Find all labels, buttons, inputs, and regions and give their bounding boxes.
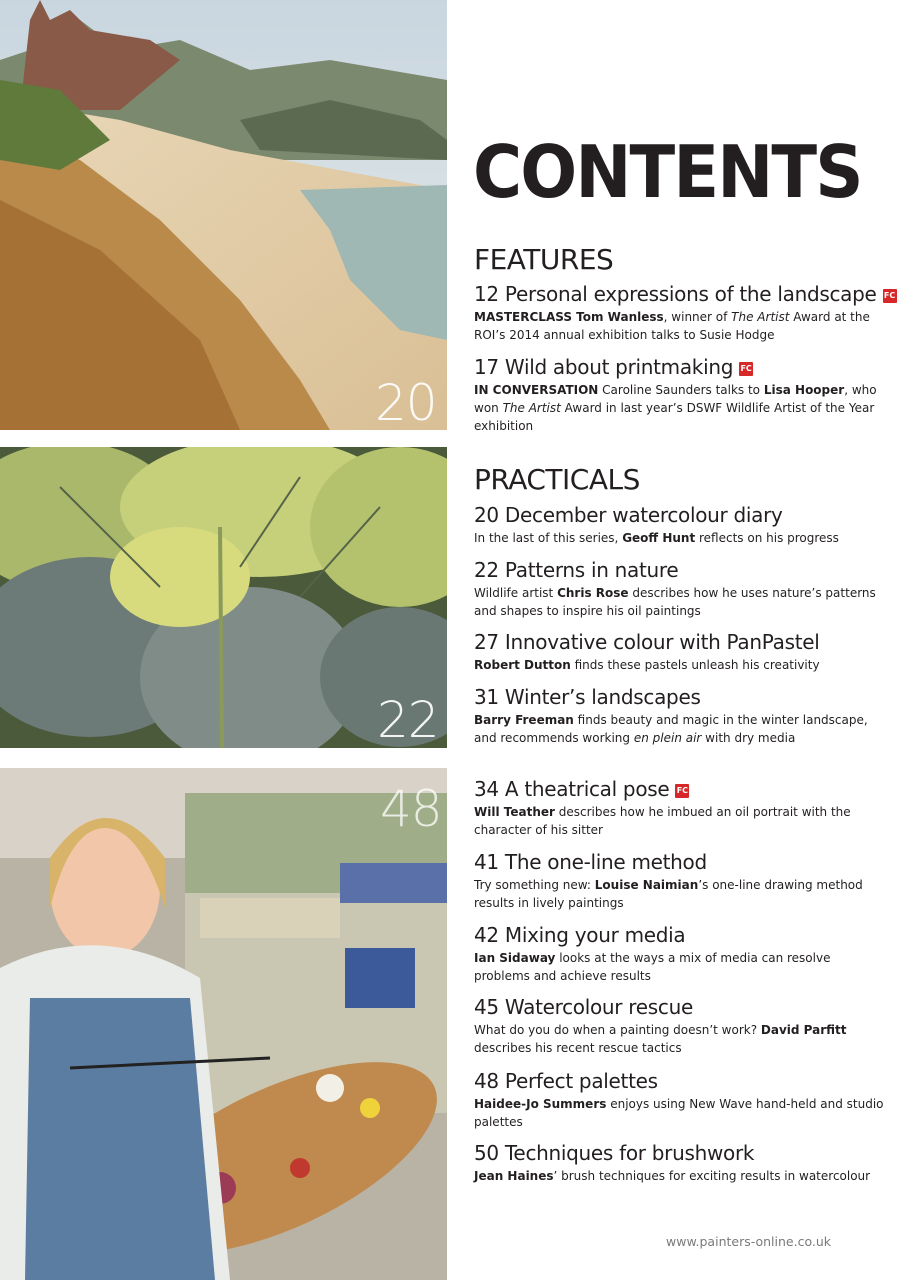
fc-badge-icon: FC: [739, 362, 753, 376]
entry-description: [474, 803, 884, 839]
entry-page-number: 17: [474, 355, 499, 379]
description-text: What do you do when a painting doesn’t work?: [474, 1023, 761, 1037]
description-text: , who won: [474, 383, 877, 415]
entry-heading: [474, 850, 884, 874]
entry-description: [474, 584, 884, 620]
page-number-22: 22: [377, 691, 439, 748]
practical-entry[interactable]: [474, 503, 884, 547]
website-url[interactable]: www.painters-online.co.uk: [666, 1234, 832, 1249]
entry-description: [474, 711, 884, 747]
description-text: enjoys using New Wave hand-held and studio palettes: [474, 1097, 884, 1129]
author-name: Chris Rose: [557, 586, 629, 600]
entry-title: A theatrical pose: [498, 777, 670, 801]
description-text: Award at the ROI’s 2014 annual exhibition talks to Susie Hodge: [474, 310, 870, 342]
page-number-20: 20: [375, 374, 437, 430]
description-text: ’ brush techniques for exciting results in watercolour: [553, 1169, 871, 1183]
fc-badge-icon: FC: [675, 784, 689, 798]
practical-entry[interactable]: [474, 685, 884, 747]
entry-heading: [474, 995, 884, 1019]
entry-title: Perfect palettes: [498, 1069, 658, 1093]
features-heading: FEATURES: [474, 243, 614, 276]
italic-text: The Artist: [731, 310, 790, 324]
entry-heading: [474, 558, 884, 582]
author-name: Barry Freeman: [474, 713, 574, 727]
author-name: MASTERCLASS Tom Wanless: [474, 310, 664, 324]
practicals-heading: PRACTICALS: [474, 463, 640, 496]
entry-heading: [474, 685, 884, 709]
practical-entry[interactable]: [474, 558, 884, 620]
entry-description: [474, 1021, 884, 1057]
author-name: Haidee-Jo Summers: [474, 1097, 607, 1111]
entry-heading: [474, 503, 884, 527]
entry-title: The one-line method: [498, 850, 707, 874]
practical-entry[interactable]: [474, 1069, 884, 1131]
description-text: describes his recent rescue tactics: [474, 1041, 682, 1055]
feature-entry[interactable]: [474, 355, 884, 435]
entry-description: [474, 381, 884, 435]
description-text: with dry media: [701, 731, 796, 745]
entry-page-number: 34: [474, 777, 499, 801]
entry-heading: [474, 1141, 884, 1165]
entry-page-number: 42: [474, 923, 499, 947]
entry-page-number: 27: [474, 630, 499, 654]
description-text: describes how he uses nature’s patterns and shapes to inspire his oil paintings: [474, 586, 876, 618]
entry-title: Winter’s landscapes: [498, 685, 701, 709]
entry-page-number: 50: [474, 1141, 499, 1165]
entry-heading: [474, 282, 896, 306]
practical-entry[interactable]: [474, 850, 884, 912]
practical-entry[interactable]: [474, 1141, 884, 1185]
author-name: Geoff Hunt: [622, 531, 696, 545]
entry-description: [474, 876, 884, 912]
entry-title: Personal expressions of the landscape: [498, 282, 877, 306]
entry-description: [474, 949, 884, 985]
description-text: Award in last year’s DSWF Wildlife Artist of the Year exhibition: [474, 401, 875, 433]
entry-description: [474, 1095, 884, 1131]
description-text: finds these pastels unleash his creativity: [570, 658, 820, 672]
description-text: Caroline Saunders talks to: [598, 383, 764, 397]
practical-entry[interactable]: [474, 995, 884, 1057]
entry-title: December watercolour diary: [498, 503, 783, 527]
fc-badge-icon: FC: [883, 289, 897, 303]
description-text: In the last of this series,: [474, 531, 623, 545]
entry-heading: [474, 630, 884, 654]
entry-description: [474, 529, 884, 547]
author-name: Louise Naimian: [594, 878, 699, 892]
entry-title: Techniques for brushwork: [498, 1141, 755, 1165]
entry-page-number: 22: [474, 558, 499, 582]
practical-entry[interactable]: [474, 630, 884, 674]
entry-heading: [474, 777, 884, 801]
description-text: looks at the ways a mix of media can resolve problems and achieve results: [474, 951, 831, 983]
entry-page-number: 45: [474, 995, 499, 1019]
description-text: ’s one-line drawing method results in lively paintings: [474, 878, 863, 910]
entry-title: Innovative colour with PanPastel: [498, 630, 820, 654]
description-text: Wildlife artist: [474, 586, 558, 600]
practical-entry[interactable]: [474, 923, 884, 985]
author-name: Robert Dutton: [474, 658, 571, 672]
description-text: finds beauty and magic in the winter landscape, and recommends working: [474, 713, 868, 745]
entry-title: Wild about printmaking: [498, 355, 734, 379]
artist-photo-image: [0, 768, 447, 1280]
description-text: describes how he imbued an oil portrait with the character of his sitter: [474, 805, 851, 837]
author-name: David Parfitt: [760, 1023, 847, 1037]
description-text: , winner of: [663, 310, 732, 324]
entry-page-number: 41: [474, 850, 499, 874]
entry-page-number: 20: [474, 503, 499, 527]
entry-description: [474, 1167, 884, 1185]
author-name: IN CONVERSATION: [474, 383, 599, 397]
entry-heading: [474, 355, 884, 379]
entry-title: Patterns in nature: [498, 558, 679, 582]
entry-description: [474, 308, 884, 344]
entry-heading: [474, 1069, 884, 1093]
entry-title: Watercolour rescue: [498, 995, 693, 1019]
leaves-painting-image: [0, 447, 447, 748]
description-text: reflects on his progress: [695, 531, 839, 545]
page-number-48: 48: [380, 780, 442, 838]
entry-description: [474, 656, 884, 674]
entry-page-number: 31: [474, 685, 499, 709]
author-name: Lisa Hooper: [763, 383, 845, 397]
author-name: Ian Sidaway: [474, 951, 556, 965]
entry-title: Mixing your media: [498, 923, 686, 947]
entry-page-number: 12: [474, 282, 499, 306]
description-text: Try something new:: [474, 878, 595, 892]
feature-entry[interactable]: [474, 282, 896, 344]
entry-page-number: 48: [474, 1069, 499, 1093]
italic-text: The Artist: [502, 401, 561, 415]
author-name: Will Teather: [474, 805, 555, 819]
author-name: Jean Haines: [474, 1169, 554, 1183]
italic-text: en plein air: [633, 731, 702, 745]
landscape-painting-image: [0, 0, 447, 430]
entry-heading: [474, 923, 884, 947]
practical-entry[interactable]: [474, 777, 884, 839]
page-title: CONTENTS: [473, 130, 862, 214]
